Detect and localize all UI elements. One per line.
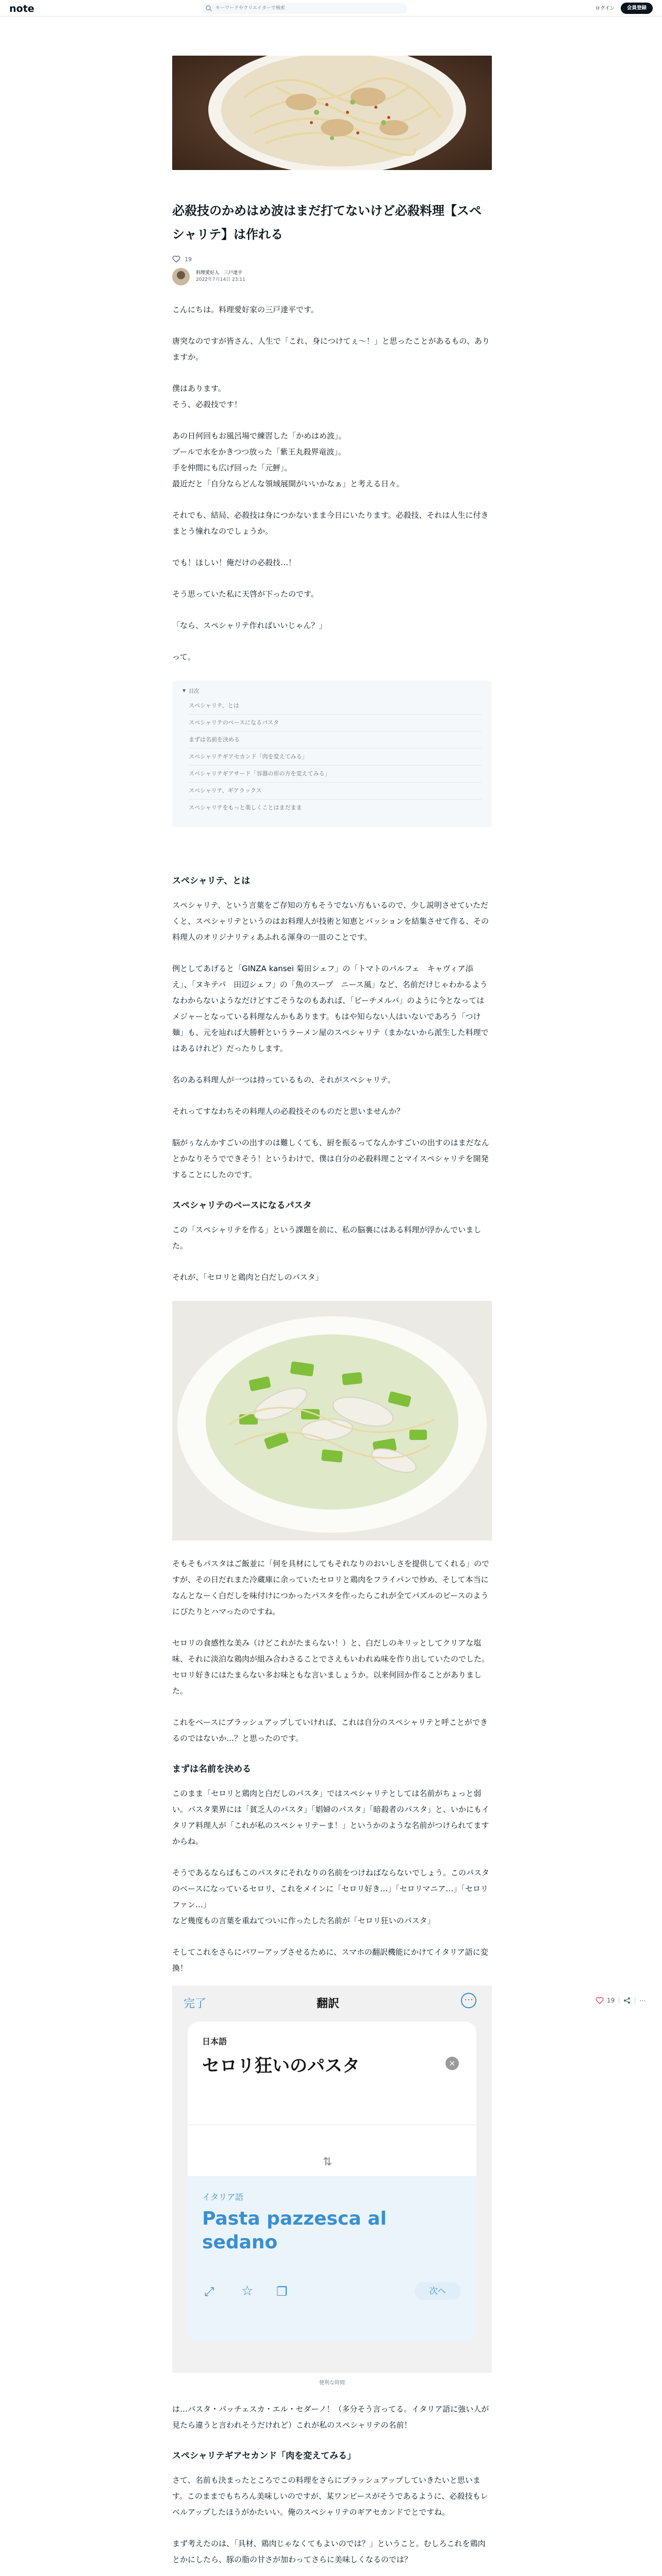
paragraph: って。 (172, 652, 195, 662)
like-area[interactable] (172, 256, 492, 263)
more-icon: ⋯ (461, 1993, 476, 2008)
login-link[interactable]: ログイン (595, 6, 615, 11)
toc-item[interactable]: スペシャリテギアサード「容器の形の方を変えてみる」 (189, 766, 482, 783)
source-language: 日本語 (202, 2037, 227, 2046)
section-heading: スペシャリテギアセカンド「肉を変えてみる」 (172, 2451, 356, 2461)
copy-icon: ❐ (276, 2284, 288, 2299)
source-text: セロリ狂いのパスタ (202, 2056, 360, 2076)
star-icon: ☆ (241, 2283, 254, 2299)
paragraph: それでも、結局、必殺技は身につかないまま今日にいたります。必殺技、それは人生に付きまとう憧れなのでしょうか。 (172, 511, 489, 536)
next-button: 次へ (415, 2282, 461, 2300)
paragraph: など幾度もの言葉を重ねてついに作ったした名前が「セロリ狂いのパスタ」 (172, 1916, 435, 1925)
search-input[interactable] (214, 3, 405, 14)
hero-image (172, 56, 492, 170)
paragraph: スペシャリテ、という言葉をご存知の方もそうでない方もいるので、少し説明させていただくと、スペシャリテというのはお料理人が技術と知恵とパッションを結集させて作る、その料理人のオリジナリティあふれる渾身の一皿のことです。 (172, 901, 489, 942)
note-logo[interactable]: note (9, 3, 35, 14)
more-icon[interactable]: ⋯ (639, 1997, 646, 2004)
signup-button[interactable]: 会員登録 (621, 3, 653, 14)
translate-screenshot (172, 1986, 492, 2373)
paragraph: 例としてあげると「GINZA kansei 菊田シェフ」の「トマトのパルフェ キャヴィア添え」、「ヌキテパ 田辺シェフ」の「魚のスープ ニース風」など、名前だけじゃわかるようなわからないようなだけどすごそうなのもあれば、「ビーチメルバ」のように今となってはメジャーとなっている料理なんかもあります。もはや知らない人はいないであろう「つけ麺」も、元を辿れば大勝軒というラーメン屋のスペシャリテ（まかないから派生した料理ではあるけれど）だったりします。 (172, 964, 489, 1053)
section-heading: まずは名前を決める (172, 1764, 251, 1774)
search-icon (205, 5, 212, 12)
share-icon[interactable] (623, 1997, 631, 2004)
paragraph: あの日何回もお風呂場で練習した「かめはめ波」。 (172, 431, 346, 440)
paragraph: プールで水をかきつつ放った「紫王丸殺界竜波」。 (172, 447, 346, 456)
toc-item[interactable]: スペシャリテのベースになるパスタ (189, 715, 482, 732)
toc-label: 目次 (189, 689, 200, 694)
paragraph: セロリの食感性な美み（けどこれがたまらない！）と、白だしのキリッとしてクリアな塩味、それに淡泊な鶏肉が組み合わさることでさえもいわれぬ味を作り出していたのでした。セロリ好きにはたまらない多お味ともな言いましょうか。以来何回か作ることがありました。 (172, 1638, 490, 1696)
side-like-count: 19 (607, 1997, 615, 2004)
paragraph: 「なら、スペシャリテ作ればいいじゃん？」 (172, 621, 327, 630)
paragraph: は…パスタ・パッチェスカ・エル・セダーノ！（多分そう言ってる。イタリア語に強い人が見たら違うと言われそうだけれど）これが私のスペシャリテの名前！ (172, 2404, 489, 2430)
paragraph: そう思っていた私に天啓が下ったのです。 (172, 589, 319, 599)
site-header (0, 0, 662, 16)
toc-item[interactable]: スペシャリテ、とは (189, 698, 482, 715)
paragraph: さて、名前も決まったところでこの料理をさらにブラッシュアップしていきたいと思います。このままでもちろん美味しいのですが、某ワンピースがそうであるように、必殺技もレベルアップしたほうがかたいい。俺のスペシャリテのギアセカンドでとですね。 (172, 2476, 488, 2517)
heart-icon[interactable] (172, 256, 180, 263)
paragraph: そしてこれをさらにパワーアップさせるために、スマホの翻訳機能にかけてイタリア語に変換！ (172, 1947, 488, 1973)
target-text: Pasta pazzesca al sedano (202, 2208, 387, 2253)
paragraph: それってすなわちその料理人の必殺技そのものだと思いませんか？ (172, 1107, 405, 1116)
done-label: 完了 (184, 1997, 207, 2010)
paragraph: こんにちは。料理愛好家の三戸達平です。 (172, 305, 319, 314)
table-of-contents (172, 681, 492, 827)
publish-date: 2022年7月14日 23:11 (196, 277, 245, 282)
expand-icon: ⤢ (204, 2284, 214, 2299)
article-title: 必殺技のかめはめ波はまだ打てないけど必殺料理【スペシャリテ】は作れる (172, 204, 482, 242)
caret-down-icon: ▼ (183, 688, 186, 693)
target-language: イタリア語 (202, 2192, 244, 2202)
paragraph: このまま「セロリと鶏肉と白だしのパスタ」ではスペシャリテとしては名前がちょっと弱い。パスタ業界には「貧乏人のパスタ」「娼婦のパスタ」「暗殺者のパスタ」と、いかにもイタリア料理人が「これが私のスペシャリテーま！」というかのような名前がつけられてますからね。 (172, 1789, 490, 1846)
swap-icon: ⇅ (323, 2156, 333, 2168)
paragraph: この「スペシャリテを作る」という課題を前に、私の脳裏にはある料理が浮かんでいました。 (172, 1225, 482, 1250)
avatar[interactable] (172, 268, 190, 285)
like-count: 19 (185, 256, 192, 263)
floating-actions (595, 1997, 646, 2004)
author-name[interactable]: 料理愛好人 三戸達平 (196, 270, 243, 276)
paragraph: それが、「セロリと鶏肉と白だしのパスタ」 (172, 1273, 323, 1282)
paragraph: まず考えたのは、「具材、鶏肉じゃなくてもよいのでは？」ということ。むしろこれを鶏肉とかにしたら、豚の脂の甘さが加わってさらに美味しくなるのでは？ (172, 2539, 486, 2564)
paragraph: でも！ほしい！俺だけの必殺技…！ (172, 558, 296, 567)
author-info[interactable] (172, 268, 492, 285)
paragraph: 最近だと「自分ならどんな領域展開がいいかなぁ」と考える日々。 (172, 479, 405, 488)
paragraph: 脳がぅなんかすごいの出すのは難しくても、厨を振るってなんかすごいの出すのはまだなんとかなりそうでできそう！というわけで、僕は自分の必殺料理ことマイスペシャリテを開発することにしたのです。 (172, 1138, 489, 1179)
paragraph: そう、必殺技です！ (172, 400, 242, 409)
pasta-photo (172, 1301, 492, 1540)
toc-item[interactable]: スペシャリテ、ギアラックス (189, 783, 482, 800)
section-heading: スペシャリテ、とは (172, 876, 251, 886)
paragraph: これをベースにブラッシュアップしていければ、これは自分のスペシャリテと呼ことができるのではないか…？と思ったのです。 (172, 1718, 488, 1743)
paragraph: 名のある料理人が一つは持っているもの、それがスペシャリテ。 (172, 1075, 395, 1084)
paragraph: 手を仲間にも広げ回った「元鮃」。 (172, 463, 292, 472)
paragraph: 僕はあります。 (172, 384, 226, 393)
section-heading: スペシャリテのベースになるパスタ (172, 1200, 312, 1211)
toc-item[interactable]: スペシャリテギアセカンド「肉を変えてみる」 (189, 749, 482, 766)
translate-title: 翻訳 (317, 1997, 340, 2010)
article-body (172, 302, 492, 2568)
paragraph: そもそもパスタはご飯並に「何を具材にしてもそれなりのおいしさを提供してくれる」のですが、その日だれまた冷蔵庫に余っていたセロリと鶏肉をフライパンで炒め、そして本当になんとなーく白だしを味付けにつかったパスタを作ったらこれが全てパズルのピースのようにぴたりとハマったのですね。 (172, 1559, 490, 1616)
search-bar[interactable] (201, 3, 407, 14)
toc-item[interactable]: まずは名前を決める (189, 732, 482, 749)
toc-toggle[interactable] (183, 687, 482, 694)
heart-icon[interactable] (595, 1997, 604, 2004)
clear-icon: × (445, 2057, 459, 2070)
paragraph: そうであるならばもこのパスタにそれなりの名前をつけねばならないでしょう。このパスタのベースになっているセロリ、これをメインに「セロリ好き…」「セロリマニア…」「セロリファン…」 (172, 1868, 490, 1909)
toc-item[interactable]: スペシャリテをもっと楽しくことはまだまま (189, 804, 302, 811)
article (172, 56, 492, 2568)
paragraph: 唐突なのですが皆さん、人生で「これ、身につけてぇ～！」と思ったことがあるもの、ありますか。 (172, 336, 490, 362)
image-caption: 便利な時間 (319, 2380, 345, 2386)
